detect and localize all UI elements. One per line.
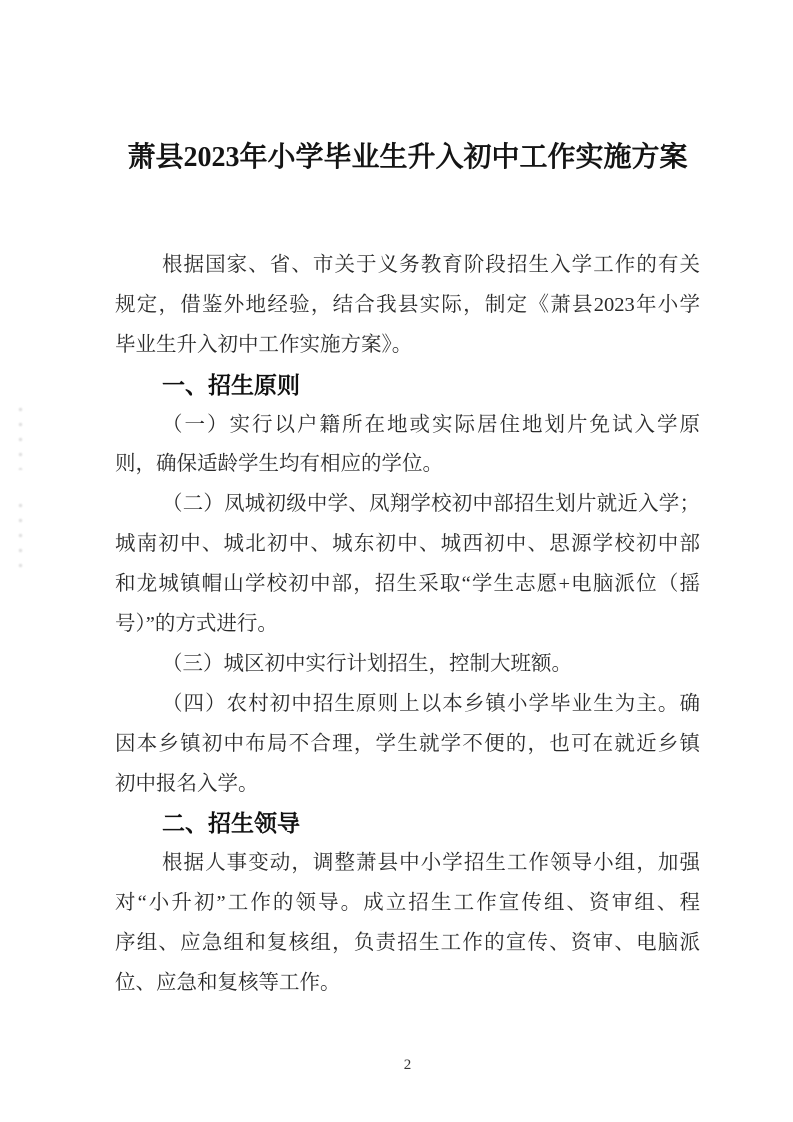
intro-paragraph-line: 根据国家、省、市关于义务教育阶段招生入学工作的有关 (162, 254, 700, 276)
principle-item-line: 初中报名入学。 (115, 772, 259, 795)
section-heading-admission-principles: 一、招生原则 (162, 371, 300, 398)
principle-item-line: （四）农村初中招生原则上以本乡镇小学毕业生为主。确 (162, 692, 700, 715)
page-number: 2 (403, 1057, 412, 1073)
document-body (115, 246, 700, 1004)
principle-item-line: 号）”的方式进行。 (115, 613, 278, 636)
principle-item-line: （一）实行以户籍所在地或实际居住地划片免试入学原 (162, 413, 700, 436)
leadership-paragraph-line: 根据人事变动，调整萧县中小学招生工作领导小组，加强 (162, 852, 700, 875)
scan-artifact (16, 402, 30, 470)
principle-item-line: 和龙城镇帽山学校初中部，招生采取“学生志愿+电脑派位（摇 (115, 573, 700, 596)
principle-item-line: 因本乡镇初中布局不合理，学生就学不便的，也可在就近乡镇 (115, 732, 700, 755)
leadership-paragraph-line: 位、应急和复核等工作。 (115, 972, 341, 995)
intro-paragraph-line: 毕业生升入初中工作实施方案》。 (115, 333, 413, 356)
principle-item-line: （三）城区初中实行计划招生，控制大班额。 (162, 652, 572, 675)
scan-artifact (16, 498, 30, 568)
principle-item-line: （二）凤城初级中学、凤翔学校初中部招生划片就近入学； (162, 493, 700, 516)
leadership-paragraph-line: 序组、应急组和复核组，负责招生工作的宣传、资审、电脑派 (115, 932, 700, 955)
principle-item-line: 城南初中、城北初中、城东初中、城西初中、思源学校初中部 (115, 533, 700, 556)
leadership-paragraph-line: 对“小升初”工作的领导。成立招生工作宣传组、资审组、程 (115, 892, 700, 915)
principle-item-line: 则，确保适龄学生均有相应的学位。 (115, 453, 443, 476)
intro-paragraph-line: 规定，借鉴外地经验，结合我县实际，制定《萧县2023年小学 (115, 293, 700, 316)
section-heading-admission-leadership: 二、招生领导 (162, 810, 300, 837)
document-title: 萧县2023年小学毕业生升入初中工作实施方案 (127, 142, 688, 173)
